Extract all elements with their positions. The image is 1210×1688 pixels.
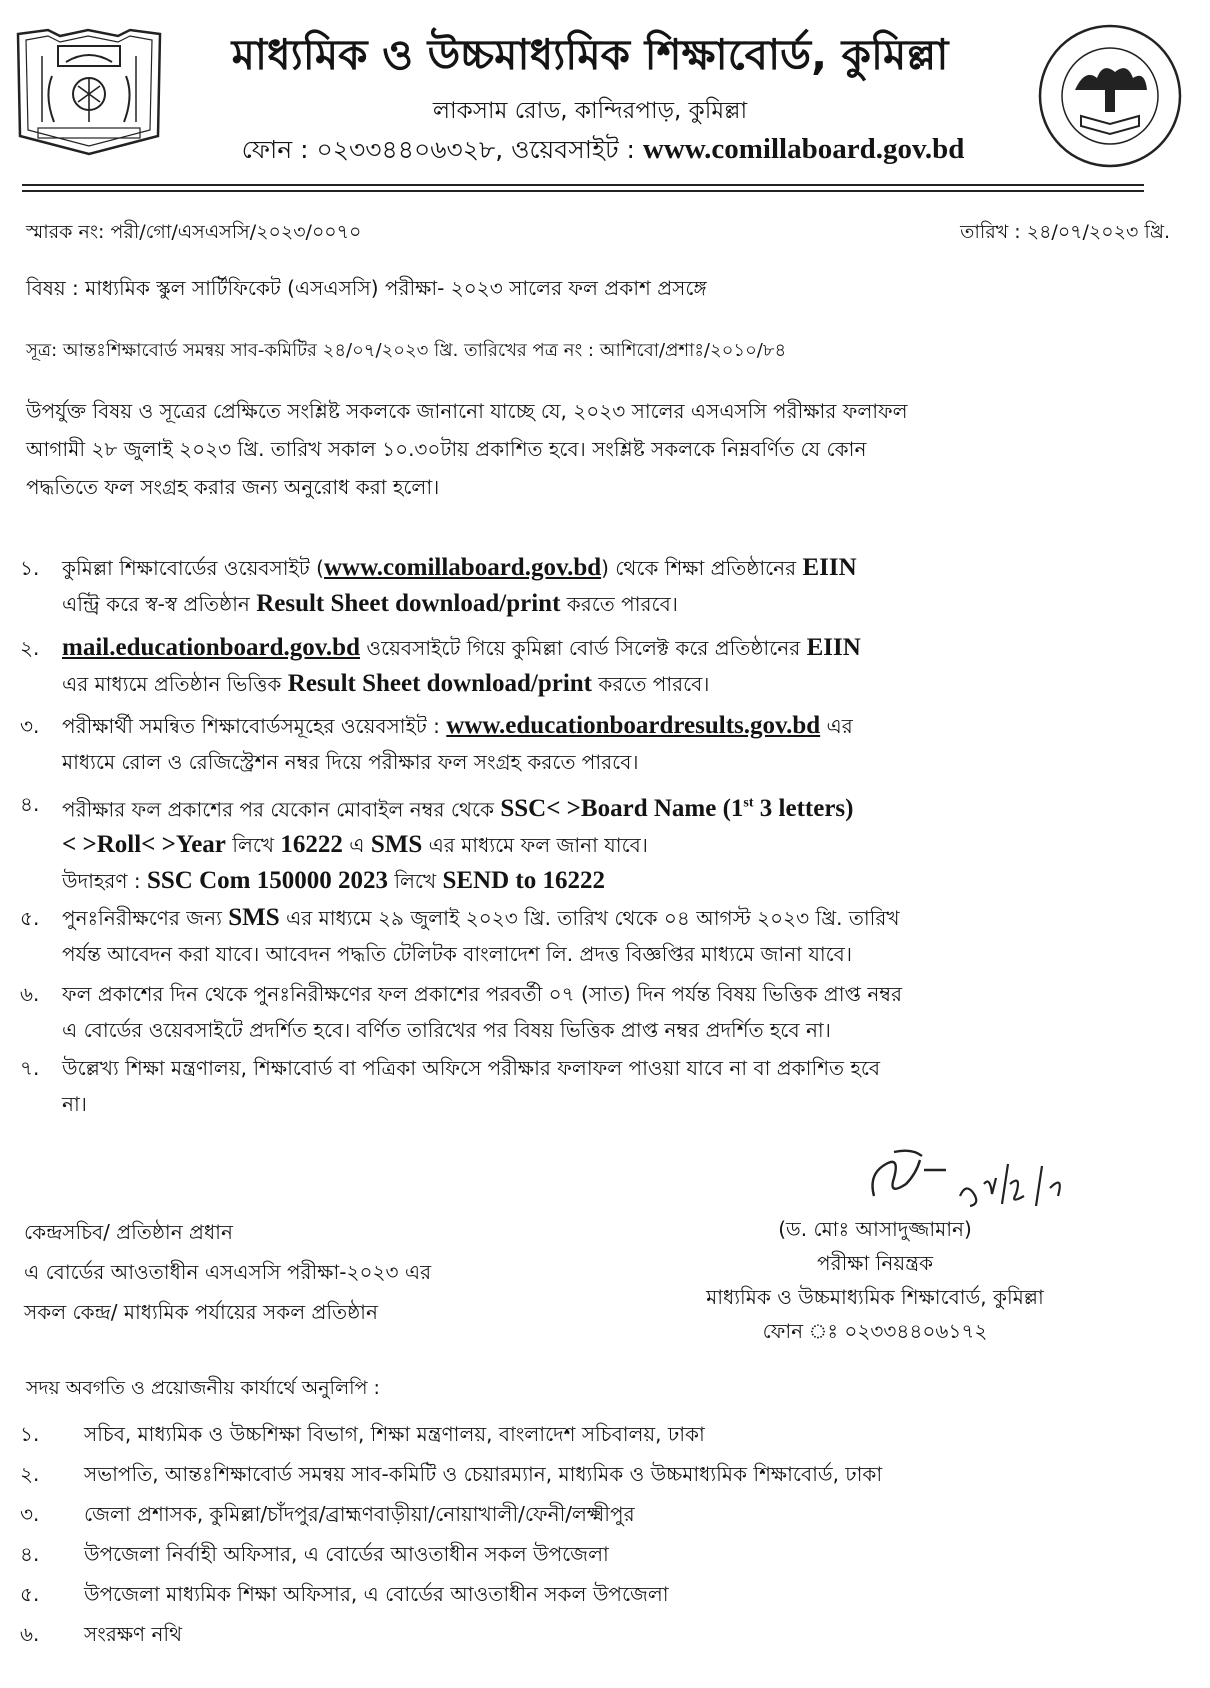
- list-number: ১.: [20, 556, 40, 580]
- phone-label: ফোন : ০২৩৩৪৪০৬৩২৮, ওয়েবসাইট :: [241, 135, 635, 164]
- item-text-en: < >Roll< >Year: [62, 831, 226, 859]
- item-text: এন্ট্রি করে স্ব-স্ব প্রতিষ্ঠান: [62, 592, 250, 616]
- item-text: এর: [826, 714, 853, 738]
- signature-scribble: [860, 1144, 1110, 1212]
- mail-educationboard-link[interactable]: mail.educationboard.gov.bd: [62, 634, 360, 661]
- copy-number: ৫.: [20, 1582, 40, 1606]
- list-number: ৬.: [20, 982, 40, 1006]
- comillaboard-link[interactable]: www.comillaboard.gov.bd: [324, 554, 602, 581]
- copy-text: উপজেলা মাধ্যমিক শিক্ষা অফিসার, এ বোর্ডের আওতাধীন সকল উপজেলা: [84, 1582, 669, 1606]
- copy-text: সভাপতি, আন্তঃশিক্ষাবোর্ড সমন্বয় সাব-কমিটি ও চেয়ারম্যান, মাধ্যমিক ও উচ্চমাধ্যমিক শিক্ষাবোর্ড, ঢাকা: [84, 1462, 883, 1486]
- copy-number: ২.: [20, 1462, 40, 1486]
- item-text-en: EIIN: [806, 634, 861, 661]
- list-number: ৩.: [20, 714, 40, 738]
- item-text: উদাহরণ :: [62, 869, 141, 894]
- board-address: লাকসাম রোড, কান্দিরপাড়, কুমিল্লা: [432, 98, 748, 124]
- item-text: ফল প্রকাশের দিন থেকে পুনঃনিরীক্ষণের ফল প্রকাশের পরবর্তী ০৭ (সাত) দিন পর্যন্ত বিষয় ভিত্তিক প্রাপ্ত নম্বর: [62, 982, 903, 1006]
- item-text-en: 16222: [280, 831, 343, 859]
- item-text: করতে পারবে।: [598, 672, 710, 696]
- copy-text: উপজেলা নির্বাহী অফিসার, এ বোর্ডের আওতাধীন সকল উপজেলা: [84, 1542, 609, 1566]
- header-rule: [22, 190, 1144, 192]
- paragraph-line: পদ্ধতিতে ফল সংগ্রহ করার জন্য অনুরোধ করা হলো।: [26, 475, 440, 499]
- item-text: না।: [62, 1092, 87, 1116]
- item-text-en: SSC Com 150000 2023: [146, 867, 388, 895]
- board-website-link[interactable]: www.comillaboard.gov.bd: [642, 133, 965, 165]
- item-text: ) থেকে শিক্ষা প্রতিষ্ঠানের: [601, 556, 797, 580]
- signatory-designation: পরীক্ষা নিয়ন্ত্রক: [817, 1251, 933, 1275]
- subject-line: বিষয় : মাধ্যমিক স্কুল সার্টিফিকেট (এসএসসি) পরীক্ষা- ২০২৩ সালের ফল প্রকাশ প্রসঙ্গে: [26, 276, 707, 300]
- item-text: পরীক্ষার্থী সমন্বিত শিক্ষাবোর্ডসমূহের ওয়েবসাইট :: [62, 714, 440, 738]
- recipient-block: [24, 1212, 431, 1332]
- item-text: লিখে: [232, 833, 275, 858]
- copy-text: সংরক্ষণ নথি: [84, 1622, 183, 1646]
- signatory-phone: ফোন ঃ ০২৩৩৪৪০৬১৭২: [762, 1319, 988, 1343]
- list-number: ২.: [20, 636, 40, 660]
- memo-number: স্মারক নং: পরী/গো/এসএসসি/২০২৩/০০৭০: [26, 221, 362, 243]
- board-logo-icon: [8, 26, 170, 158]
- memo-date: তারিখ : ২৪/০৭/২০২৩ খ্রি.: [960, 221, 1170, 243]
- item-text: মাধ্যমে রোল ও রেজিস্ট্রেশন নম্বর দিয়ে পরীক্ষার ফল সংগ্রহ করতে পারবে।: [62, 750, 639, 774]
- paragraph-line: উপর্যুক্ত বিষয় ও সূত্রের প্রেক্ষিতে সংশ্লিষ্ট সকলকে জানানো যাচ্ছে যে, ২০২৩ সালের এসএসসি পরীক্ষার ফলাফল: [26, 399, 908, 423]
- item-text: এ বোর্ডের ওয়েবসাইটে প্রদর্শিত হবে। বর্ণিত তারিখের পর বিষয় ভিত্তিক প্রাপ্ত নম্বর প্রদর্শিত হবে না।: [62, 1018, 831, 1042]
- copy-text: সচিব, মাধ্যমিক ও উচ্চশিক্ষা বিভাগ, শিক্ষা মন্ত্রণালয়, বাংলাদেশ সচিবালয়, ঢাকা: [84, 1422, 705, 1446]
- item-text-en: Result Sheet download/print: [287, 670, 592, 697]
- item-text-en: SEND to 16222: [442, 867, 605, 895]
- signatory-name: (ড. মোঃ আসাদুজ্জামান): [778, 1217, 972, 1241]
- item-text: এর মাধ্যমে ফল জানা যাবে।: [428, 833, 648, 858]
- signatory-block: [640, 1212, 1110, 1348]
- item-text: পুনঃনিরীক্ষণের জন্য: [62, 906, 222, 930]
- item-text: এর মাধ্যমে ২৯ জুলাই ২০২৩ খ্রি. তারিখ থেকে ০৪ আগস্ট ২০২৩ খ্রি. তারিখ: [286, 906, 900, 930]
- copy-text: জেলা প্রশাসক, কুমিল্লা/চাঁদপুর/ব্রাহ্মণবাড়ীয়া/নোয়াখালী/ফেনী/লক্ষ্মীপুর: [84, 1502, 635, 1526]
- item-text: উল্লেখ্য শিক্ষা মন্ত্রণালয়, শিক্ষাবোর্ড বা পত্রিকা অফিসে পরীক্ষার ফলাফল পাওয়া যাবে না বা প্রকাশিত হবে: [62, 1056, 881, 1080]
- item-text: কুমিল্লা শিক্ষাবোর্ডের ওয়েবসাইট (: [62, 556, 324, 580]
- item-text: পর্যন্ত আবেদন করা যাবে। আবেদন পদ্ধতি টেলিটক বাংলাদেশ লি. প্রদত্ত বিজ্ঞপ্তির মাধ্যমে জানা যাবে।: [62, 942, 852, 966]
- header-rule: [22, 184, 1144, 186]
- item-text-en: Result Sheet download/print: [256, 590, 561, 617]
- recipient-line: এ বোর্ডের আওতাধীন এসএসসি পরীক্ষা-২০২৩ এর: [24, 1260, 432, 1284]
- item-text: পরীক্ষার ফল প্রকাশের পর যেকোন মোবাইল নম্বর থেকে: [62, 797, 494, 822]
- item-text: করতে পারবে।: [566, 592, 678, 616]
- copy-number: ৩.: [20, 1502, 40, 1526]
- copy-number: ৬.: [20, 1622, 40, 1646]
- educationboardresults-link[interactable]: www.educationboardresults.gov.bd: [446, 712, 821, 739]
- seal-emblem-icon: [1035, 20, 1185, 172]
- item-text-en: EIIN: [802, 554, 857, 581]
- signatory-office: মাধ্যমিক ও উচ্চমাধ্যমিক শিক্ষাবোর্ড, কুমিল্লা: [706, 1285, 1044, 1309]
- item-text: ওয়েবসাইটে গিয়ে কুমিল্লা বোর্ড সিলেক্ট করে প্রতিষ্ঠানের: [366, 636, 801, 660]
- recipient-line: কেন্দ্রসচিব/ প্রতিষ্ঠান প্রধান: [24, 1220, 233, 1244]
- paragraph-line: আগামী ২৮ জুলাই ২০২৩ খ্রি. তারিখ সকাল ১০.৩০টায় প্রকাশিত হবে। সংশ্লিষ্ট সকলকে নিম্নবর্ণিত যে কোন: [26, 437, 867, 461]
- reference-line: সূত্র: আন্তঃশিক্ষাবোর্ড সমন্বয় সাব-কমিটির ২৪/০৭/২০২৩ খ্রি. তারিখের পত্র নং : আশিবো/প্রশাঃ/২০১০/৮৪: [26, 340, 787, 361]
- list-number: ৫.: [20, 906, 40, 930]
- superscript: st: [743, 796, 754, 811]
- recipient-line: সকল কেন্দ্র/ মাধ্যমিক পর্যায়ের সকল প্রতিষ্ঠান: [24, 1300, 378, 1324]
- list-number: ৪.: [20, 792, 40, 816]
- item-text: এর মাধ্যমে প্রতিষ্ঠান ভিত্তিক: [62, 672, 282, 696]
- copy-heading: সদয় অবগতি ও প্রয়োজনীয় কার্যার্থে অনুলিপি :: [26, 1377, 380, 1399]
- item-text-en: SSC< >Board Name (1: [500, 795, 744, 823]
- intro-paragraph: [26, 392, 1156, 506]
- item-text-en: SMS: [228, 904, 280, 931]
- copy-number: ১.: [20, 1422, 40, 1446]
- item-text: এ: [349, 833, 365, 858]
- item-text: লিখে: [394, 869, 437, 894]
- item-text-en: 3 letters): [759, 795, 854, 823]
- copy-number: ৪.: [20, 1542, 40, 1566]
- contact-line: [178, 130, 1028, 173]
- list-number: ৭.: [20, 1056, 40, 1080]
- item-text-en: SMS: [370, 831, 423, 859]
- board-title: মাধ্যমিক ও উচ্চমাধ্যমিক শিক্ষাবোর্ড, কুমিল্লা: [231, 30, 949, 79]
